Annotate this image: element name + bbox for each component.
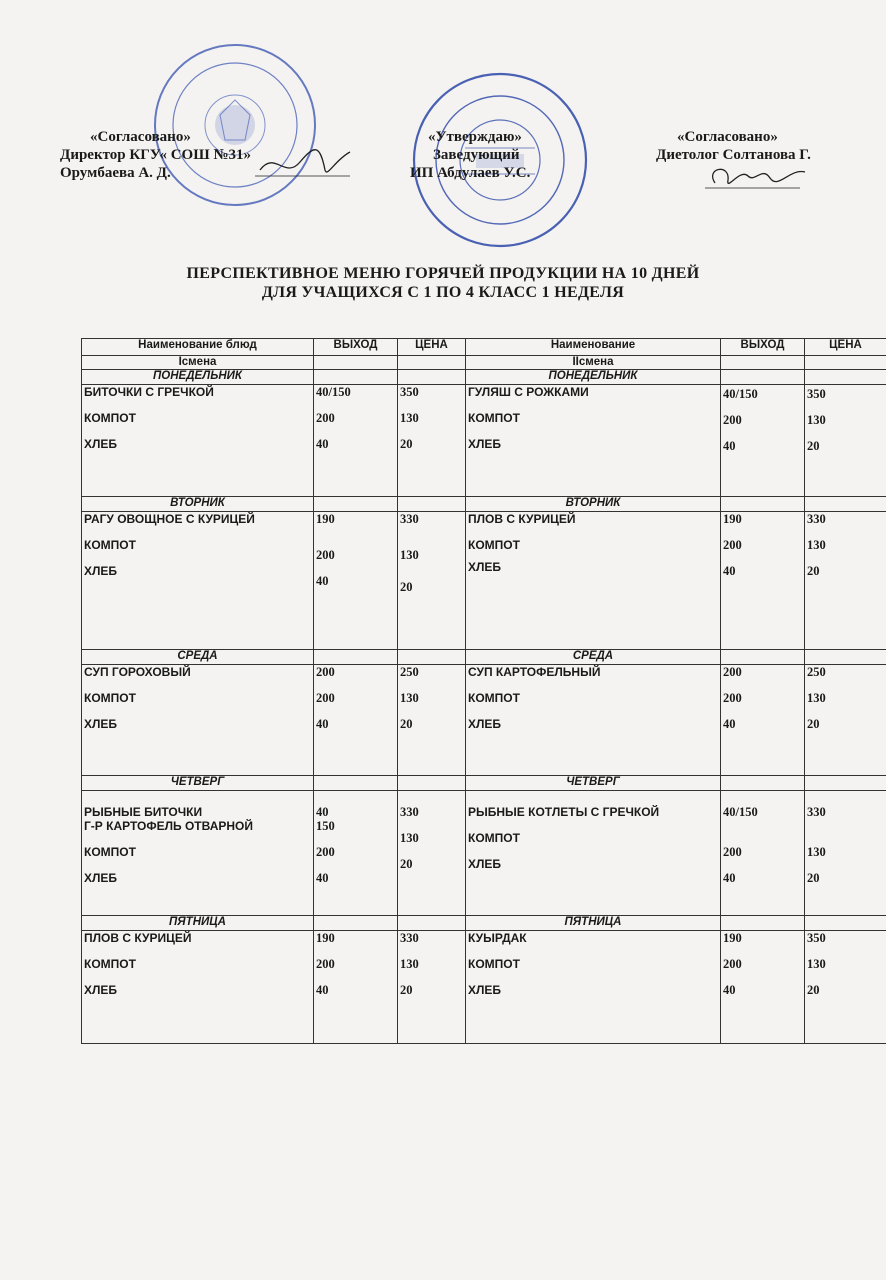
right-yields-item: 200	[723, 538, 742, 552]
right-prices-item: 130	[807, 845, 826, 859]
left-approval-title: «Согласовано»	[90, 129, 191, 145]
left-dishes-item: ХЛЕБ	[84, 717, 118, 731]
left-prices-item: 20	[400, 983, 413, 997]
right-yields-item: 200	[723, 413, 742, 427]
left-dishes-item: КОМПОТ	[84, 845, 136, 859]
right-yields-item: 40	[723, 983, 736, 997]
left-yields-item: 40	[316, 437, 329, 451]
right-prices-item: 130	[807, 538, 826, 552]
right-approval-dietitian	[656, 146, 811, 164]
left-approval	[90, 128, 191, 146]
right-dishes-item: РЫБНЫЕ КОТЛЕТЫ С ГРЕЧКОЙ	[468, 805, 660, 819]
director-signature	[255, 140, 355, 185]
left-dishes-item: ХЛЕБ	[84, 871, 118, 885]
right-prices-item: 330	[807, 805, 826, 819]
left-prices-item: 330	[400, 805, 419, 819]
header-name-right: Наименование	[466, 339, 721, 356]
day-label-right: ПОНЕДЕЛЬНИК	[466, 370, 721, 385]
left-prices-item: 330	[400, 931, 419, 945]
left-dishes-item: КОМПОТ	[84, 538, 136, 552]
day-label-right: ЧЕТВЕРГ	[466, 776, 721, 791]
left-prices-item: 130	[400, 411, 419, 425]
left-yields-item: 40	[316, 871, 329, 885]
day-content-row	[82, 512, 886, 650]
shift-right: IIсмена	[466, 356, 721, 370]
left-prices-item: 250	[400, 665, 419, 679]
left-prices-item: 130	[400, 691, 419, 705]
day-label-left: ЧЕТВЕРГ	[82, 776, 314, 791]
day-label-right: ПЯТНИЦА	[466, 916, 721, 931]
day-content-row	[82, 665, 886, 776]
left-dishes	[82, 791, 314, 916]
left-dishes-item: РАГУ ОВОЩНОЕ С КУРИЦЕЙ	[84, 512, 255, 526]
right-dishes-item: ХЛЕБ	[468, 437, 502, 451]
day-label-left: ВТОРНИК	[82, 497, 314, 512]
left-prices-item: 130	[400, 957, 419, 971]
right-yields-item: 40	[723, 871, 736, 885]
header-yield-left: ВЫХОД	[314, 339, 398, 356]
day-row	[82, 916, 886, 931]
menu-table	[81, 338, 886, 1044]
left-approval-position: Директор КГУ« СОШ №31»	[60, 147, 252, 163]
shift-row	[82, 356, 886, 370]
day-label-left: ПЯТНИЦА	[82, 916, 314, 931]
right-yields-item: 190	[723, 512, 742, 526]
right-approval-title: «Согласовано»	[677, 129, 778, 145]
right-prices-item: 350	[807, 387, 826, 401]
right-prices-item: 20	[807, 717, 820, 731]
day-label-right: СРЕДА	[466, 650, 721, 665]
days-body	[82, 370, 886, 1044]
right-dishes	[466, 665, 721, 776]
left-yields-item: 200	[316, 665, 335, 679]
right-prices	[805, 665, 886, 776]
left-yields-item: 40/150	[316, 385, 351, 399]
left-dishes-item: Г-Р КАРТОФЕЛЬ ОТВАРНОЙ	[84, 819, 253, 833]
right-prices-item: 250	[807, 665, 826, 679]
header-price-right: ЦЕНА	[805, 339, 886, 356]
left-dishes	[82, 385, 314, 497]
right-yields-item: 200	[723, 845, 742, 859]
left-yields-item: 200	[316, 957, 335, 971]
left-prices	[398, 665, 466, 776]
right-prices	[805, 385, 886, 497]
right-prices-item: 130	[807, 413, 826, 427]
left-dishes-item: ХЛЕБ	[84, 437, 118, 451]
right-approval	[677, 128, 778, 146]
right-dishes	[466, 512, 721, 650]
right-dishes-item: КУЫРДАК	[468, 931, 527, 945]
left-yields-item: 200	[316, 411, 335, 425]
day-row	[82, 650, 886, 665]
right-dishes-item: ГУЛЯШ С РОЖКАМИ	[468, 385, 589, 399]
left-yields-item: 200	[316, 548, 335, 562]
left-yields	[314, 791, 398, 916]
right-dishes-item: КОМПОТ	[468, 957, 520, 971]
right-yields-item: 200	[723, 957, 742, 971]
day-content-row	[82, 791, 886, 916]
right-yields	[721, 931, 805, 1044]
center-approval	[410, 128, 531, 182]
right-prices-item: 20	[807, 439, 820, 453]
right-dishes-item: КОМПОТ	[468, 538, 520, 552]
left-yields-item: 190	[316, 512, 335, 526]
left-dishes-item: РЫБНЫЕ БИТОЧКИ	[84, 805, 203, 819]
right-yields-item: 40	[723, 717, 736, 731]
right-yields-item: 40	[723, 564, 736, 578]
left-yields-item: 190	[316, 931, 335, 945]
menu-title-line1: ПЕРСПЕКТИВНОЕ МЕНЮ ГОРЯЧЕЙ ПРОДУКЦИИ НА 10 ДНЕЙ	[186, 265, 700, 282]
right-yields	[721, 385, 805, 497]
left-yields-item: 40	[316, 805, 329, 819]
dietitian-signature	[700, 158, 810, 198]
left-yields	[314, 931, 398, 1044]
header-name-left: Наименование блюд	[82, 339, 314, 356]
right-prices-item: 20	[807, 871, 820, 885]
left-prices-item: 130	[400, 831, 419, 845]
left-dishes-item: ХЛЕБ	[84, 983, 118, 997]
day-label-left: ПОНЕДЕЛЬНИК	[82, 370, 314, 385]
table-header-row	[82, 339, 886, 356]
right-prices	[805, 791, 886, 916]
left-dishes-item: КОМПОТ	[84, 957, 136, 971]
left-dishes-item: КОМПОТ	[84, 691, 136, 705]
right-dishes-item: ХЛЕБ	[468, 717, 502, 731]
left-prices	[398, 931, 466, 1044]
left-approval-person: Орумбаева А. Д.	[60, 165, 171, 181]
right-dishes-item: ХЛЕБ	[468, 857, 502, 871]
day-row	[82, 370, 886, 385]
left-yields	[314, 665, 398, 776]
right-yields	[721, 791, 805, 916]
right-dishes-item: ХЛЕБ	[468, 983, 502, 997]
right-dishes	[466, 931, 721, 1044]
right-prices-item: 130	[807, 957, 826, 971]
left-dishes	[82, 931, 314, 1044]
right-prices-item: 20	[807, 983, 820, 997]
right-yields	[721, 512, 805, 650]
right-yields-item: 40/150	[723, 387, 758, 401]
right-yields-item: 200	[723, 691, 742, 705]
left-prices-item: 330	[400, 512, 419, 526]
right-dishes-item: ХЛЕБ	[468, 560, 502, 574]
right-prices-item: 350	[807, 931, 826, 945]
left-prices-item: 20	[400, 717, 413, 731]
right-yields-item: 200	[723, 665, 742, 679]
left-yields-item: 200	[316, 845, 335, 859]
shift-left: Iсмена	[82, 356, 314, 370]
right-yields-item: 40	[723, 439, 736, 453]
left-yields-item: 40	[316, 983, 329, 997]
left-prices-item: 20	[400, 857, 413, 871]
left-prices	[398, 512, 466, 650]
right-prices	[805, 931, 886, 1044]
left-prices	[398, 791, 466, 916]
left-prices	[398, 385, 466, 497]
menu-title	[0, 264, 886, 302]
right-dishes-item: КОМПОТ	[468, 411, 520, 425]
left-prices-item: 350	[400, 385, 419, 399]
right-prices-item: 330	[807, 512, 826, 526]
right-prices-item: 130	[807, 691, 826, 705]
center-approval-person: ИП Абдулаев У.С.	[410, 165, 531, 181]
left-yields-item: 40	[316, 717, 329, 731]
right-yields-item: 40/150	[723, 805, 758, 819]
left-prices-item: 20	[400, 437, 413, 451]
right-dishes-item: КОМПОТ	[468, 691, 520, 705]
left-dishes-item: СУП ГОРОХОВЫЙ	[84, 665, 191, 679]
center-approval-position: Заведующий	[433, 147, 520, 163]
left-dishes-item: ХЛЕБ	[84, 564, 118, 578]
left-dishes	[82, 512, 314, 650]
left-dishes-item: КОМПОТ	[84, 411, 136, 425]
right-prices-item: 20	[807, 564, 820, 578]
left-dishes	[82, 665, 314, 776]
right-dishes	[466, 385, 721, 497]
header-price-left: ЦЕНА	[398, 339, 466, 356]
right-dishes-item: КОМПОТ	[468, 831, 520, 845]
right-dishes	[466, 791, 721, 916]
left-dishes-item: БИТОЧКИ С ГРЕЧКОЙ	[84, 385, 214, 399]
right-dishes-item: СУП КАРТОФЕЛЬНЫЙ	[468, 665, 601, 679]
left-approval-director	[60, 146, 251, 182]
day-content-row	[82, 385, 886, 497]
menu-title-line2: ДЛЯ УЧАЩИХСЯ С 1 ПО 4 КЛАСС 1 НЕДЕЛЯ	[261, 284, 625, 301]
left-dishes-item: ПЛОВ С КУРИЦЕЙ	[84, 931, 192, 945]
left-prices-item: 130	[400, 548, 419, 562]
center-approval-title: «Утверждаю»	[428, 129, 522, 145]
day-row	[82, 497, 886, 512]
left-yields-item: 200	[316, 691, 335, 705]
right-approval-person: Диетолог Солтанова Г.	[656, 147, 811, 163]
right-prices	[805, 512, 886, 650]
left-yields-item: 40	[316, 574, 329, 588]
right-dishes-item: ПЛОВ С КУРИЦЕЙ	[468, 512, 576, 526]
left-yields	[314, 385, 398, 497]
day-row	[82, 776, 886, 791]
left-prices-item: 20	[400, 580, 413, 594]
day-content-row	[82, 931, 886, 1044]
left-yields	[314, 512, 398, 650]
left-yields-item: 150	[316, 819, 335, 833]
right-yields	[721, 665, 805, 776]
header-yield-right: ВЫХОД	[721, 339, 805, 356]
right-yields-item: 190	[723, 931, 742, 945]
day-label-left: СРЕДА	[82, 650, 314, 665]
day-label-right: ВТОРНИК	[466, 497, 721, 512]
